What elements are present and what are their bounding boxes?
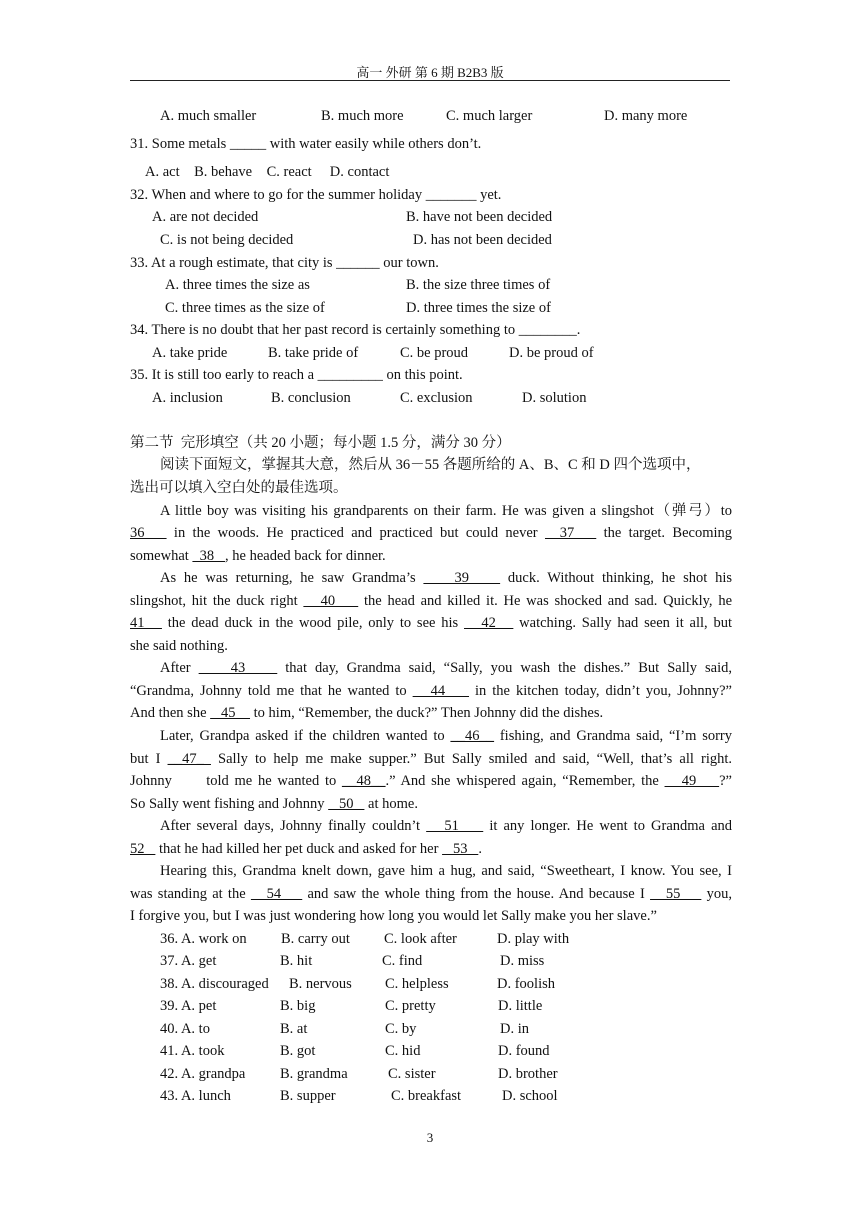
blank-46: __46__ (450, 728, 495, 744)
option-c: C. is not being decided (160, 232, 294, 248)
option-d: D. many more (604, 108, 688, 124)
option-b: B. the size three times of (406, 277, 551, 293)
passage-line: “Grandma, Johnny told me that he wanted to 44 in the kitchen today, didn’t you, Johnny?” (130, 683, 732, 699)
section-instruction: 阅读下面短文，掌握其大意，然后从 36－55 各题所给的 A、B、C 和 D 四个选项中， (160, 457, 701, 473)
option-a: A. much smaller (160, 108, 257, 124)
passage-line: After several days, Johnny finally couldn’t 51 it any longer. He went to Grandma and (160, 818, 733, 834)
option-c: C. sister (388, 1066, 436, 1082)
option-b: B. supper (280, 1088, 336, 1104)
option-c: C. helpless (385, 976, 449, 992)
option-c: C. find (382, 953, 423, 969)
option-b: B. big (280, 998, 316, 1014)
blank-51: 51 (426, 818, 484, 834)
passage-line: but I __47_ Sally to help me make supper.” But Sally smiled and said, “Well, that’s all right. (130, 751, 732, 767)
passage-line: As he was returning, he saw Grandma’s 39 duck. Without thinking, he shot his (160, 570, 733, 586)
blank-40: 40 (303, 593, 359, 609)
question-31-options: A. act B. behave C. react D. contact (145, 164, 390, 180)
blank-47: __47_ (167, 751, 211, 767)
option-a: 42. A. grandpa (160, 1066, 246, 1082)
option-b: B. at (280, 1021, 308, 1037)
question-34-stem: 34. There is no doubt that her past record is certainly something to ________. (130, 322, 581, 338)
passage-line: I forgive you, but I was just wondering how long you would let Sally make you her slave.” (130, 908, 657, 924)
option-c: C. three times as the size of (165, 300, 325, 316)
page-header: 高一 外研 第 6 期 B2B3 版 (356, 65, 504, 80)
option-c: C. look after (384, 931, 457, 947)
option-a: 39. A. pet (160, 998, 217, 1014)
option-b: B. conclusion (271, 390, 351, 406)
option-d: D. found (498, 1043, 550, 1059)
option-c: C. hid (385, 1043, 421, 1059)
option-c: C. much larger (446, 108, 533, 124)
option-b: B. have not been decided (406, 209, 553, 225)
blank-54: 54 (250, 886, 303, 902)
passage-line: And then she 45 to him, “Remember, the duck?” Then Johnny did the dishes. (130, 705, 604, 721)
section-instruction-cont: 选出可以填入空白处的最佳选项。 (130, 480, 348, 496)
option-d: D. foolish (497, 976, 555, 992)
blank-36: 36 (130, 525, 167, 541)
option-a: 41. A. took (160, 1043, 225, 1059)
blank-37: 37 (544, 525, 597, 541)
blank-53: 53 (442, 841, 479, 857)
option-d: D. in (500, 1021, 529, 1037)
passage-line: somewhat 38 , he headed back for dinner. (130, 548, 386, 564)
question-33-stem: 33. At a rough estimate, that city is ______ our town. (130, 255, 439, 271)
option-a: A. are not decided (152, 209, 259, 225)
passage-line: she said nothing. (130, 638, 228, 654)
passage-line: A little boy was visiting his grandparents on their farm. He was given a slingshot（弹弓）to (160, 503, 732, 519)
option-d: D. brother (498, 1066, 558, 1082)
option-d: D. little (498, 998, 543, 1014)
blank-38: 38 (192, 548, 226, 564)
option-a: 43. A. lunch (160, 1088, 231, 1104)
option-c: C. breakfast (391, 1088, 462, 1104)
passage-line: After 43 that day, Grandma said, “Sally, you wash the dishes.” But Sally said, (160, 660, 733, 676)
passage-line: was standing at the 54 and saw the whole thing from the house. And because I 55 you, (130, 886, 733, 902)
question-35-stem: 35. It is still too early to reach a _________ on this point. (130, 367, 463, 383)
blank-41: 41 (130, 615, 162, 631)
passage-line: Hearing this, Grandma knelt down, gave him a hug, and said, “Sweetheart, I know. You see, I (160, 863, 732, 879)
option-a: 38. A. discouraged (160, 976, 269, 992)
option-a: 36. A. work on (160, 931, 247, 947)
option-d: D. three times the size of (406, 300, 551, 316)
option-a: A. three times the size as (165, 277, 310, 293)
option-b: B. got (280, 1043, 316, 1059)
option-b: B. take pride of (268, 345, 359, 361)
option-d: D. solution (522, 390, 587, 406)
option-a: A. take pride (152, 345, 228, 361)
option-d: D. play with (497, 931, 570, 947)
blank-52: 52 (130, 841, 156, 857)
option-d: D. school (502, 1088, 558, 1104)
option-d: D. be proud of (509, 345, 594, 361)
question-32-stem: 32. When and where to go for the summer holiday _______ yet. (130, 187, 502, 203)
blank-39: 39 (423, 570, 501, 586)
blank-43: 43 (198, 660, 278, 676)
page-number: 3 (426, 1130, 434, 1145)
option-c: C. by (385, 1021, 417, 1037)
passage-line: Johnny told me he wanted to __48__.” And she whispered again, “Remember, the 49 ?” (130, 773, 732, 789)
question-31-stem: 31. Some metals _____ with water easily while others don’t. (130, 136, 482, 152)
passage-line: Later, Grandpa asked if the children wanted to __46__ fishing, and Grandma said, “I’m sorry (160, 728, 732, 744)
option-b: B. carry out (281, 931, 350, 947)
passage-line: 36 in the woods. He practiced and practiced but could never 37 the target. Becoming (130, 525, 733, 541)
blank-44: 44 (412, 683, 470, 699)
section-title: 第二节 完形填空（共 20 小题；每小题 1.5 分，满分 30 分） (130, 435, 511, 451)
blank-49: 49 (664, 773, 720, 789)
passage-line: So Sally went fishing and Johnny 50 at home. (130, 796, 418, 812)
blank-45: 45 (210, 705, 251, 721)
blank-42: 42 (464, 615, 514, 631)
option-b: B. hit (280, 953, 313, 969)
option-a: 40. A. to (160, 1021, 210, 1037)
blank-55: 55 (650, 886, 702, 902)
option-d: D. has not been decided (413, 232, 552, 248)
passage-line: 52 that he had killed her pet duck and asked for her 53 . (130, 841, 482, 857)
option-b: B. nervous (289, 976, 352, 992)
option-c: C. exclusion (400, 390, 473, 406)
header-rule (130, 80, 730, 81)
blank-48: __48__ (341, 773, 386, 789)
passage-line: slingshot, hit the duck right 40 the head and killed it. He was shocked and sad. Quickly, he (130, 593, 733, 609)
option-c: C. pretty (385, 998, 436, 1014)
option-a: A. inclusion (152, 390, 223, 406)
passage-line: 41 the dead duck in the wood pile, only to see his 42 watching. Sally had seen it all, but (130, 615, 733, 631)
option-c: C. be proud (400, 345, 469, 361)
option-b: B. much more (321, 108, 404, 124)
option-d: D. miss (500, 953, 545, 969)
blank-50: 50 (328, 796, 365, 812)
option-a: 37. A. get (160, 953, 217, 969)
option-b: B. grandma (280, 1066, 348, 1082)
